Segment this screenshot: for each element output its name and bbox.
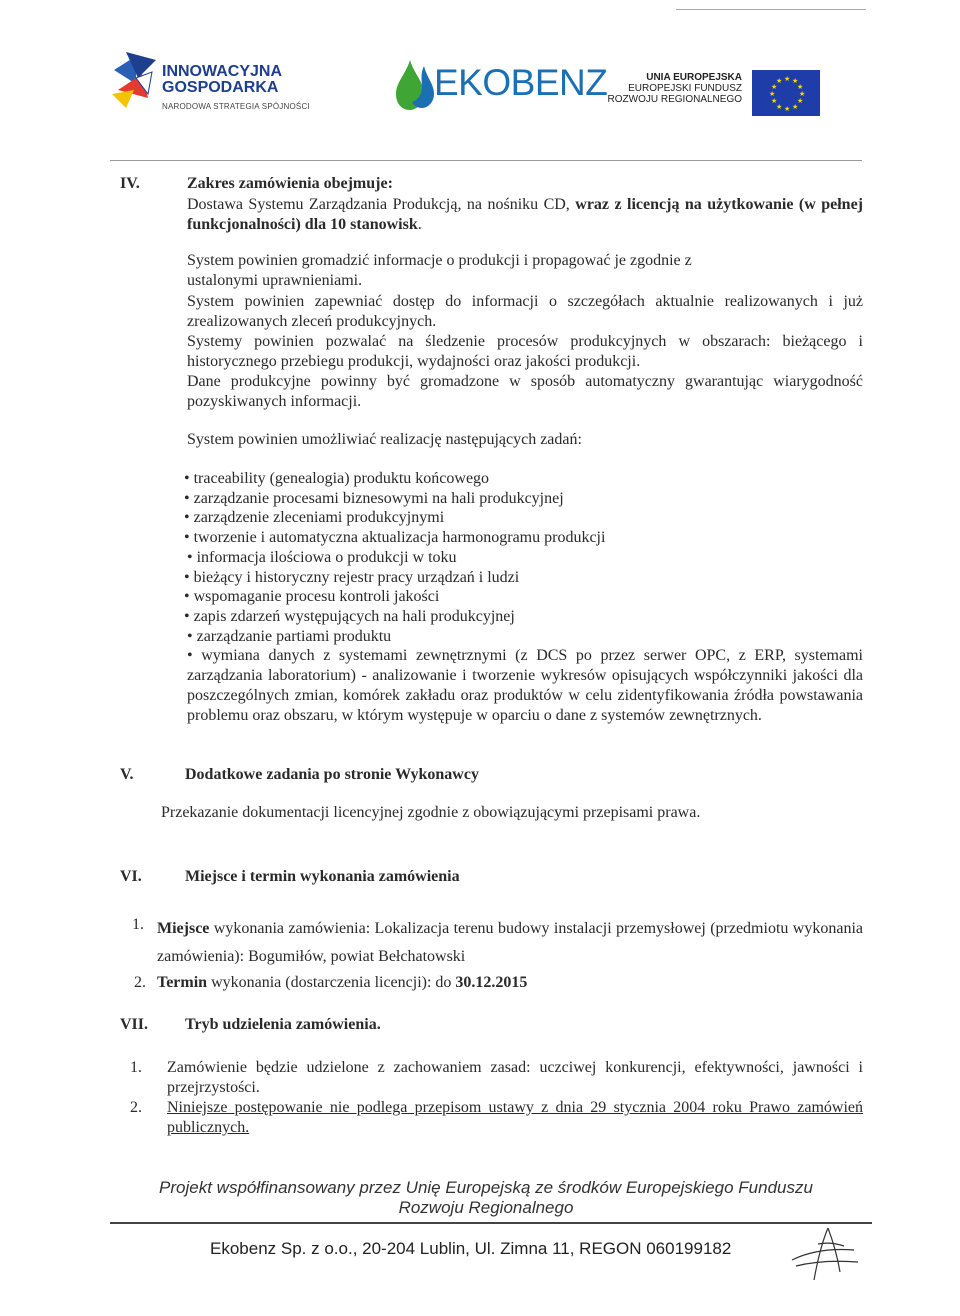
footer-divider xyxy=(110,1222,872,1224)
section4-last-bullet: • wymiana danych z systemami zewnętrznymi (z DCS po przez serwer OPC, z ERP, systemami zarządzania laboratorium) - analizowanie i tworzenie wykresów opisujących współczynniki jakości dla poszczególnych zmian, komórek zakładu oraz produktów w celu zidentyfikowania źródła powstawania problemu oraz obszaru, w którym występuje w oparciu o dane z systemów zewnętrznych. xyxy=(187,647,863,724)
ekobenz-logo-text: EKOBENZ xyxy=(434,62,608,103)
list-item: • zarządzanie partiami produktu xyxy=(187,627,392,645)
section7-item2-number: 2. xyxy=(130,1099,142,1116)
signature-icon xyxy=(788,1222,862,1286)
svg-text:★: ★ xyxy=(797,97,804,105)
section6-item2 xyxy=(157,973,527,993)
section6-item1-text: wykonania zamówienia: Lokalizacja terenu budowy instalacji przemysłowej (przedmiotu wykonania zamówienia): Bogumiłów, powiat Bełchatowski xyxy=(157,920,863,965)
section6-item1-number: 1. xyxy=(132,916,144,933)
section4-intro xyxy=(187,195,863,235)
section4-intro-end: . xyxy=(417,216,422,233)
section4-number: IV. xyxy=(120,175,140,192)
ig-title-line2: GOSPODARKA xyxy=(162,79,279,96)
list-item: • traceability (genealogia) produktu końcowego xyxy=(184,470,490,487)
cofinance-line2: Rozwoju Regionalnego xyxy=(398,1198,574,1217)
svg-text:★: ★ xyxy=(769,90,776,98)
list-item: • zapis zdarzeń występujących na hali produkcyjnej xyxy=(184,607,515,625)
list-item: • zarządzanie procesami biznesowymi na hali produkcyjnej xyxy=(184,489,564,507)
section4-intro-bold: wraz z licencją na użytkowanie (w pełnej funkcjonalności) dla 10 stanowisk xyxy=(187,196,864,233)
ig-title-line1: INNOWACYJNA xyxy=(162,63,283,80)
cofinance-line1: Projekt współfinansowany przez Unię Europejską ze środków Europejskiego Funduszu xyxy=(159,1178,813,1197)
section6-item2-bold: Termin xyxy=(157,974,208,991)
section4-paragraph-3: Systemy powinien pozwalać na śledzenie procesów produkcyjnych w obszarach: bieżącego i historycznego przebiegu produkcji, wydajności oraz jakości produkcji. xyxy=(187,333,863,370)
svg-text:★: ★ xyxy=(792,103,799,111)
header-rule-top xyxy=(676,9,866,10)
svg-text:★: ★ xyxy=(784,105,791,113)
section7-number: VII. xyxy=(120,1016,149,1033)
section6-item2-number: 2. xyxy=(134,974,146,991)
svg-text:★: ★ xyxy=(797,83,804,91)
section6-number: VI. xyxy=(120,868,142,885)
section4-title: Zakres zamówienia obejmuje: xyxy=(187,175,393,192)
section5-text: Przekazanie dokumentacji licencyjnej zgodnie z obowiązującymi przepisami prawa. xyxy=(161,804,701,821)
list-item: • tworzenie i automatyczna aktualizacja harmonogramu produkcji xyxy=(184,529,606,547)
list-item: • wspomaganie procesu kontroli jakości xyxy=(184,588,440,606)
eu-line1: UNIA EUROPEJSKA xyxy=(646,72,742,83)
svg-text:★: ★ xyxy=(776,103,783,111)
section4-paragraph-4: Dane produkcyjne powinny być gromadzone w sposób automatyczny gwarantując wiarygodność pozyskiwanych informacji. xyxy=(187,373,863,410)
section5-title: Dodatkowe zadania po stronie Wykonawcy xyxy=(185,766,479,783)
header-divider xyxy=(110,160,862,161)
svg-text:★: ★ xyxy=(784,75,791,83)
ig-title xyxy=(162,64,282,96)
section4-tasks-intro: System powinien umożliwiać realizację następujących zadań: xyxy=(187,431,582,448)
section7-item1: Zamówienie będzie udzielone z zachowaniem zasad: uczciwej konkurencji, efektywności, jawności i przejrzystości. xyxy=(167,1059,863,1096)
eu-line2: EUROPEJSKI FUNDUSZ xyxy=(628,83,742,94)
eu-text-block xyxy=(608,72,742,105)
svg-text:★: ★ xyxy=(771,83,778,91)
section4-intro-normal: Dostawa Systemu Zarządzania Produkcją, na nośniku CD, xyxy=(187,196,576,213)
footer-address: Ekobenz Sp. z o.o., 20-204 Lublin, Ul. Zimna 11, REGON 060199182 xyxy=(210,1239,732,1258)
cofinance-note xyxy=(110,1178,862,1218)
svg-text:★: ★ xyxy=(776,77,783,85)
list-item: • bieżący i historyczny rejestr pracy urządzań i ludzi xyxy=(184,568,520,586)
section6-item2-date: 30.12.2015 xyxy=(455,974,528,991)
section6-item2-text: wykonania (dostarczenia licencji): do xyxy=(207,974,456,991)
section6-item1-bold: Miejsce xyxy=(157,920,210,937)
section7-title: Tryb udzielenia zamówienia. xyxy=(185,1016,381,1033)
ig-subtitle: NARODOWA STRATEGIA SPÓJNOŚCI xyxy=(162,102,310,111)
svg-text:★: ★ xyxy=(799,90,806,98)
section4-paragraph-1: System powinien gromadzić informacje o produkcji i propagować je zgodnie z ustalonymi uprawnieniami. xyxy=(187,252,692,289)
section6-title: Miejsce i termin wykonania zamówienia xyxy=(185,868,460,885)
section7-item1-number: 1. xyxy=(130,1059,142,1076)
section4-paragraph-2: System powinien zapewniać dostęp do informacji o szczegółach aktualnie realizowanych i już zrealizowanych zleceń produkcyjnych. xyxy=(187,293,863,330)
list-item: • zarządzenie zleceniami produkcyjnymi xyxy=(184,509,445,527)
section7-item2: Niniejsze postępowanie nie podlega przepisom ustawy z dnia 29 stycznia 2004 roku Prawo zamówień publicznych. xyxy=(167,1099,863,1136)
eu-flag-icon xyxy=(752,70,820,116)
svg-text:★: ★ xyxy=(792,77,799,85)
list-item: • informacja ilościowa o produkcji w toku xyxy=(187,548,457,566)
ekobenz-drops-icon xyxy=(396,56,436,112)
svg-text:★: ★ xyxy=(771,97,778,105)
section6-item1 xyxy=(157,915,863,971)
section5-number: V. xyxy=(120,766,134,783)
eu-line3: ROZWOJU REGIONALNEGO xyxy=(607,94,742,105)
innowacyjna-gospodarka-logo-icon xyxy=(112,50,160,108)
section4-bullet-list xyxy=(184,469,684,646)
